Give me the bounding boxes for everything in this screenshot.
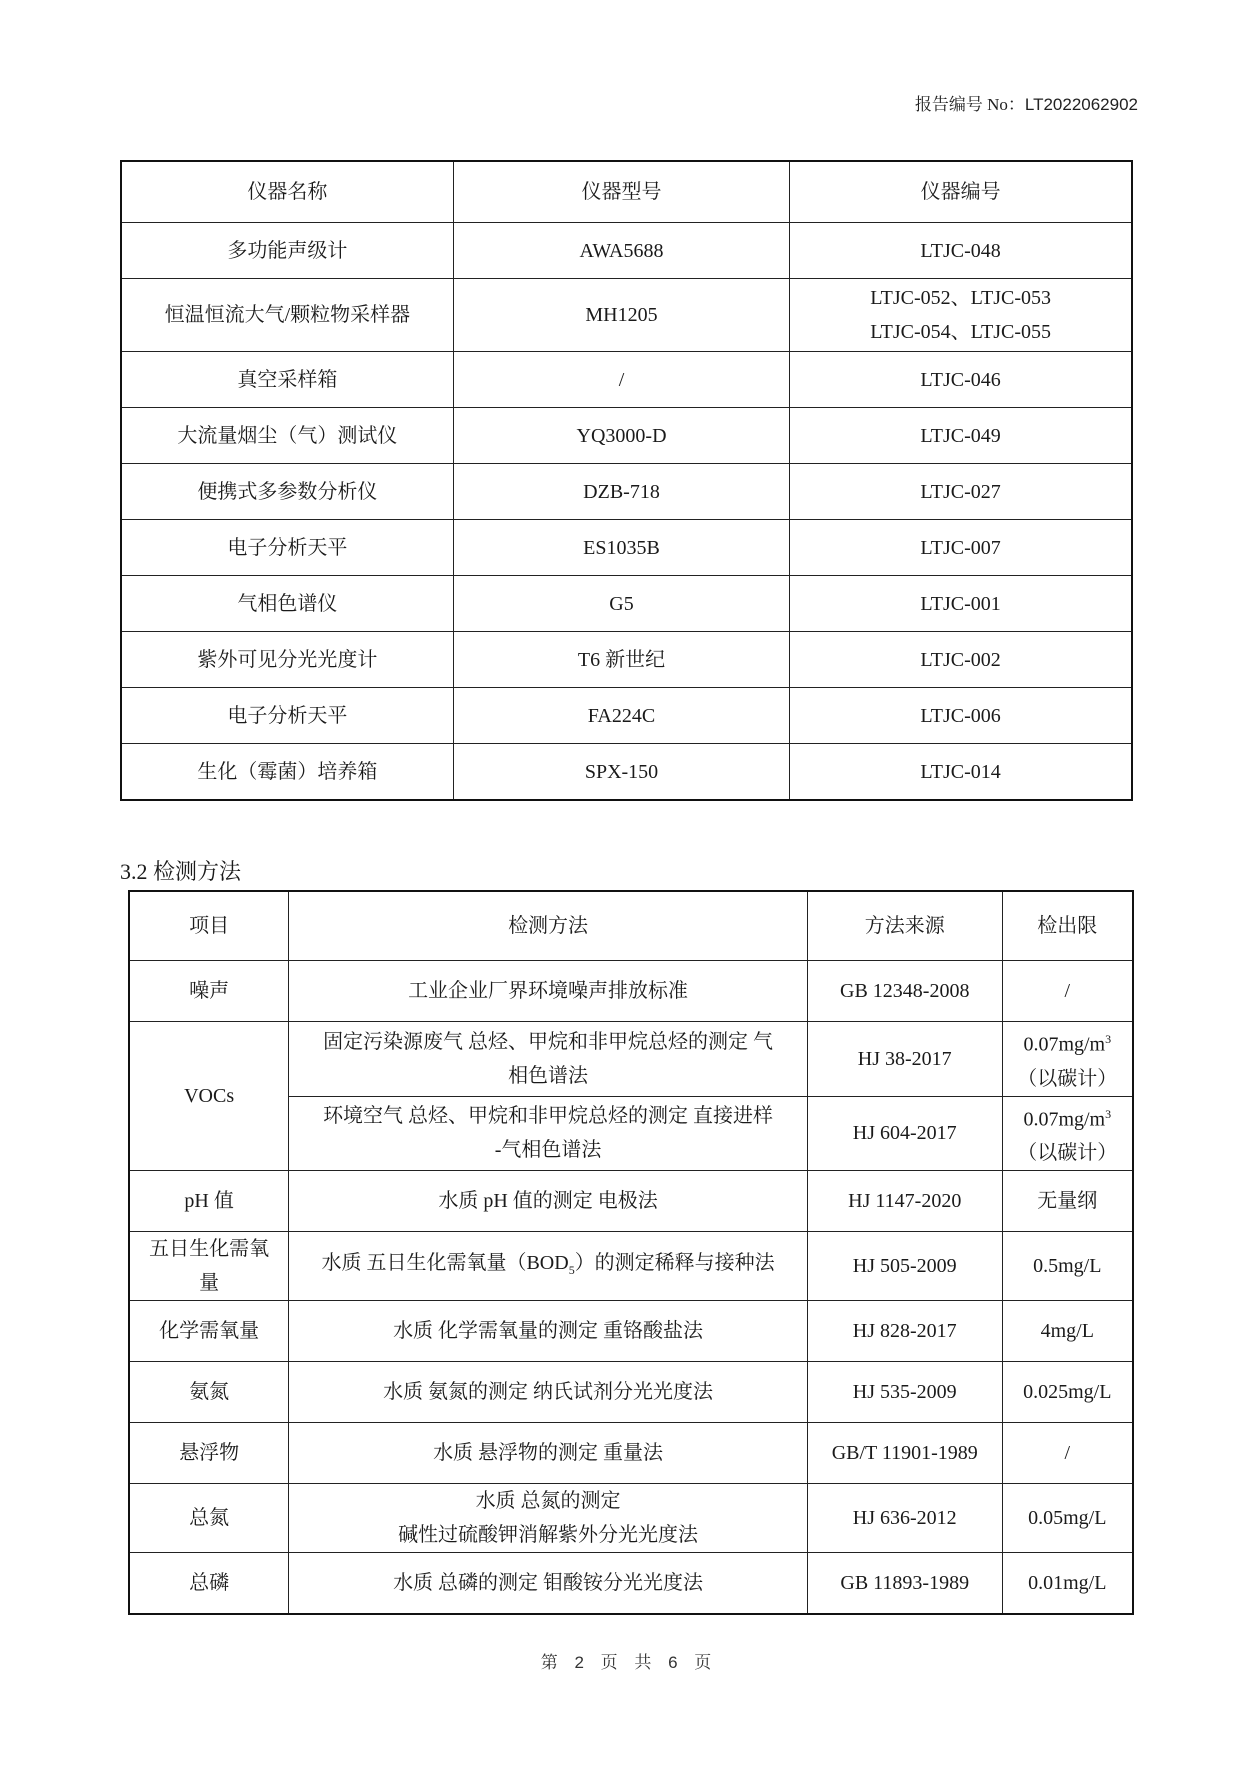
instrument-name: 电子分析天平	[121, 520, 453, 576]
table-row	[129, 1553, 1133, 1615]
instrument-model: YQ3000-D	[453, 408, 789, 464]
limit: 0.5mg/L	[1002, 1232, 1133, 1301]
instrument-name: 恒温恒流大气/颗粒物采样器	[121, 279, 453, 352]
table-row	[121, 279, 1132, 352]
method-line-2: -气相色谱法	[494, 1139, 602, 1162]
table-row	[129, 1423, 1133, 1484]
report-number-value: LT2022062902	[1024, 95, 1138, 114]
limit: 无量纲	[1002, 1171, 1133, 1232]
limit: 0.025mg/L	[1002, 1362, 1133, 1423]
method-line-2: 碱性过硫酸钾消解紫外分光光度法	[398, 1524, 699, 1547]
method-line-2: 相色谱法	[508, 1064, 589, 1087]
instrument-id	[790, 279, 1132, 352]
source: GB/T 11901-1989	[807, 1423, 1002, 1484]
instrument-id: LTJC-001	[790, 576, 1132, 632]
limit-note: （以碳计）	[1017, 1067, 1118, 1090]
table-row	[129, 961, 1133, 1022]
source: HJ 636-2012	[807, 1484, 1002, 1553]
table-row	[121, 408, 1132, 464]
instrument-id: LTJC-006	[790, 688, 1132, 744]
method: 水质 氨氮的测定 纳氏试剂分光光度法	[289, 1362, 808, 1423]
header-instrument-name: 仪器名称	[121, 161, 453, 223]
instrument-name: 真空采样箱	[121, 352, 453, 408]
table-row	[129, 1232, 1133, 1301]
limit-value: 0.07mg/m	[1023, 1108, 1106, 1131]
source: GB 11893-1989	[807, 1553, 1002, 1615]
report-number	[915, 90, 1138, 115]
instrument-model: G5	[453, 576, 789, 632]
instrument-model: ES1035B	[453, 520, 789, 576]
header-instrument-id: 仪器编号	[790, 161, 1132, 223]
instrument-model: FA224C	[453, 688, 789, 744]
method-line-1: 环境空气 总烃、甲烷和非甲烷总烃的测定 直接进样	[323, 1105, 774, 1128]
method-post: ）的测定稀释与接种法	[574, 1251, 775, 1274]
instrument-id-line-2: LTJC-054、LTJC-055	[870, 321, 1051, 343]
method	[289, 1484, 808, 1553]
method-subscript: 5	[568, 1262, 575, 1277]
limit: 0.01mg/L	[1002, 1553, 1133, 1615]
limit	[1002, 1022, 1133, 1097]
section-heading: 3.2 检测方法	[120, 859, 242, 884]
table-row	[121, 576, 1132, 632]
instrument-name: 生化（霉菌）培养箱	[121, 744, 453, 801]
limit: /	[1002, 961, 1133, 1022]
table-row	[129, 1362, 1133, 1423]
item: 悬浮物	[129, 1423, 289, 1484]
instrument-id: LTJC-027	[790, 464, 1132, 520]
method: 工业企业厂界环境噪声排放标准	[289, 961, 808, 1022]
header-item: 项目	[129, 891, 289, 961]
method: 水质 化学需氧量的测定 重铬酸盐法	[289, 1301, 808, 1362]
instrument-name: 气相色谱仪	[121, 576, 453, 632]
table-row	[121, 464, 1132, 520]
instrument-name: 多功能声级计	[121, 223, 453, 279]
method-pre: 水质 五日生化需氧量（BOD	[321, 1251, 569, 1274]
method-line-1: 水质 总氮的测定	[475, 1490, 621, 1513]
limit: /	[1002, 1423, 1133, 1484]
limit: 4mg/L	[1002, 1301, 1133, 1362]
source: GB 12348-2008	[807, 961, 1002, 1022]
instrument-id: LTJC-014	[790, 744, 1132, 801]
header-limit: 检出限	[1002, 891, 1133, 961]
table-row	[129, 1022, 1133, 1097]
source: HJ 604-2017	[807, 1096, 1002, 1171]
method-table	[128, 890, 1134, 1615]
instrument-id: LTJC-007	[790, 520, 1132, 576]
instrument-model: T6 新世纪	[453, 632, 789, 688]
table-row	[121, 688, 1132, 744]
limit-note: （以碳计）	[1017, 1142, 1118, 1165]
item-line-1: 五日生化需氧	[149, 1238, 270, 1261]
item: 噪声	[129, 961, 289, 1022]
item: 总氮	[129, 1484, 289, 1553]
source: HJ 505-2009	[807, 1232, 1002, 1301]
method	[289, 1022, 808, 1097]
item: pH 值	[129, 1171, 289, 1232]
item	[129, 1232, 289, 1301]
instrument-model: DZB-718	[453, 464, 789, 520]
item-line-2: 量	[199, 1272, 220, 1295]
item: VOCs	[129, 1022, 289, 1171]
instrument-id-line-1: LTJC-052、LTJC-053	[870, 287, 1051, 309]
instrument-model: AWA5688	[453, 223, 789, 279]
instrument-name: 电子分析天平	[121, 688, 453, 744]
instrument-name: 大流量烟尘（气）测试仪	[121, 408, 453, 464]
header-instrument-model: 仪器型号	[453, 161, 789, 223]
source: HJ 38-2017	[807, 1022, 1002, 1097]
item: 化学需氧量	[129, 1301, 289, 1362]
method	[289, 1232, 808, 1301]
method: 水质 pH 值的测定 电极法	[289, 1171, 808, 1232]
header-source: 方法来源	[807, 891, 1002, 961]
source: HJ 1147-2020	[807, 1171, 1002, 1232]
table-row	[121, 744, 1132, 801]
header-method: 检测方法	[289, 891, 808, 961]
table-row	[121, 223, 1132, 279]
table-row	[129, 1171, 1133, 1232]
table-header-row	[121, 161, 1132, 223]
instrument-id: LTJC-048	[790, 223, 1132, 279]
limit	[1002, 1096, 1133, 1171]
instrument-model: MH1205	[453, 279, 789, 352]
limit: 0.05mg/L	[1002, 1484, 1133, 1553]
limit-superscript: 3	[1105, 1106, 1112, 1121]
instrument-id: LTJC-049	[790, 408, 1132, 464]
limit-value: 0.07mg/m	[1023, 1033, 1106, 1056]
instrument-id: LTJC-002	[790, 632, 1132, 688]
table-row	[121, 632, 1132, 688]
method	[289, 1096, 808, 1171]
source: HJ 535-2009	[807, 1362, 1002, 1423]
item: 总磷	[129, 1553, 289, 1615]
instrument-model: SPX-150	[453, 744, 789, 801]
method: 水质 总磷的测定 钼酸铵分光光度法	[289, 1553, 808, 1615]
item: 氨氮	[129, 1362, 289, 1423]
instrument-id: LTJC-046	[790, 352, 1132, 408]
table-row	[121, 520, 1132, 576]
table-row	[129, 1301, 1133, 1362]
table-row	[121, 352, 1132, 408]
method-line-1: 固定污染源废气 总烃、甲烷和非甲烷总烃的测定 气	[323, 1030, 774, 1053]
instrument-name: 紫外可见分光光度计	[121, 632, 453, 688]
source: HJ 828-2017	[807, 1301, 1002, 1362]
table-row	[129, 1484, 1133, 1553]
limit-superscript: 3	[1105, 1032, 1112, 1046]
report-number-label: 报告编号 No：	[914, 95, 1025, 114]
table-header-row	[129, 891, 1133, 961]
instrument-name: 便携式多参数分析仪	[121, 464, 453, 520]
page-number: 第 2 页 共 6 页	[540, 1653, 718, 1672]
instrument-model: /	[453, 352, 789, 408]
method: 水质 悬浮物的测定 重量法	[289, 1423, 808, 1484]
instrument-table	[120, 160, 1133, 801]
